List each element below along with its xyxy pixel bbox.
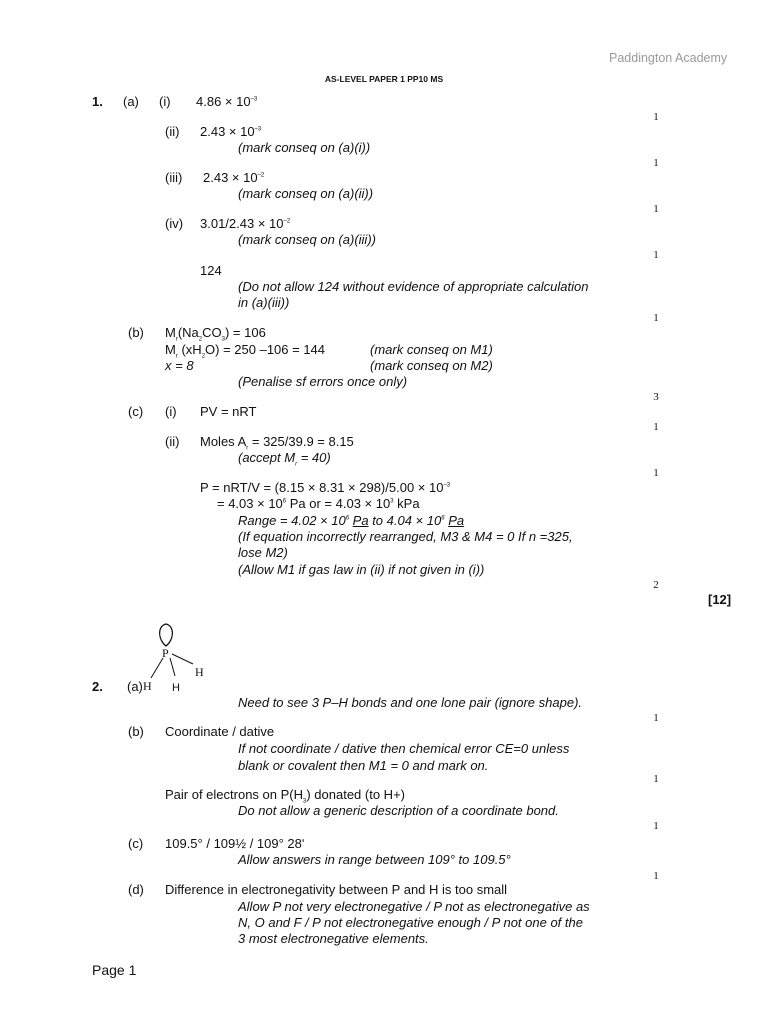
q2-c-answer: 109.5° / 109½ / 109° 28ʹ [165,836,305,851]
q1-a-iii-label: (iii) [165,170,183,185]
q1-c-ii-answer: Moles $A_r = 325/39.9 = 8.15$ [200,434,354,452]
q1-b-line-3: x = 8 [165,358,194,373]
q2-d-answer: Difference in electronegativity between P and H is too small [165,882,508,897]
bond-p-h-left [151,658,163,678]
q2-b-note-1: If not coordinate / dative then chemical error CE=0 unless [238,741,570,756]
q1-b-line-2: $M_r$ $(xH_2O) = 250$ –106 = 144 [165,342,326,360]
q2-d-note-2: N, O and F / P not electronegative enough / P not one of the [238,915,583,930]
q1-part-c: (c) [128,404,144,419]
question-1-total: [12] [708,592,732,607]
bond-p-h-right [172,654,193,664]
q2-part-a: (a) [127,679,143,694]
mark-value: 1 [653,712,659,724]
q2-part-d: (d) [128,882,144,897]
q1-c-range: Range = $4.02 \times 10^6$ Pa to $4.04 \times 10^6$ Pa [238,513,465,528]
mark-value: 1 [653,421,659,433]
lone-pair-lobe [160,624,173,646]
q1-c-note-if-2: lose M2) [238,545,288,560]
q1-a-iii-note: (mark conseq on (a)(ii)) [238,186,374,201]
question-2-number: 2. [92,679,103,694]
q1-a-i-answer: $4.86 \times 10^{-3}$ [196,94,258,109]
q1-a-ii-label: (ii) [165,124,180,139]
q2-b-answer: Coordinate / dative [165,724,275,739]
mark-value: 3 [653,391,659,403]
mark-value: 2 [653,579,659,591]
q2-b-pair-note: Do not allow a generic description of a coordinate bond. [238,803,559,818]
q2-b-note-2: blank or covalent then M1 = 0 and mark on. [238,758,489,773]
q1-a-iii-answer: $2.43 \times 10^{-2}$ [203,170,265,185]
q1-c-i-answer: PV = nRT [200,404,257,419]
q1-c-ii-label: (ii) [165,434,180,449]
q2-a-note: Need to see 3 P–H bonds and one lone pair (ignore shape). [238,695,583,710]
question-1-number: 1. [92,94,103,109]
q2-d-note-3: 3 most electronegative elements. [238,931,429,946]
hydrogen-atom-label-left: H [143,679,152,693]
q1-a-iv-note: (mark conseq on (a)(iii)) [238,232,376,247]
q1-c-i-label: (i) [165,404,177,419]
q1-a-ii-note: (mark conseq on (a)(i)) [238,140,371,155]
mark-value: 1 [653,157,659,169]
school-name: Paddington Academy [609,51,728,65]
q1-a-iv-result: 124 [200,263,222,278]
q2-d-note-1: Allow P not very electronegative / P not as electronegative as [238,899,590,914]
mark-value: 1 [653,820,659,832]
q1-a-iv-result-note: (Do not allow 124 without evidence of appropriate calculation [238,279,589,294]
q2-part-b: (b) [128,724,144,739]
q1-part-a: (a) [123,94,139,109]
hydrogen-atom-label-middle: H [172,682,180,694]
q1-b-line-2-note: (mark conseq on M1) [370,342,493,357]
phosphorus-atom-label: P [162,646,169,660]
bond-p-h-middle [170,658,175,676]
q1-b-line-3-note: (mark conseq on M2) [370,358,493,373]
q1-a-i-label: (i) [159,94,171,109]
mark-value: 1 [653,870,659,882]
mark-value: 1 [653,773,659,785]
q1-a-iv-label: (iv) [165,216,184,231]
q1-c-note-allow: (Allow M1 if gas law in (ii) if not given in (i)) [238,562,485,577]
q1-c-pressure-line-1: $P = nRT/V = (8.15 \times 8.31 \times 298)/5.00 \times 10^{-3}$ [200,480,451,495]
paper-title: AS-LEVEL PAPER 1 PP10 MS [324,74,444,84]
q1-c-pressure-line-2: = $4.03 \times 10^6$ Pa or = $4.03 \times 10^3$ kPa [217,496,420,511]
mark-value: 1 [653,249,659,261]
q1-a-ii-answer: $2.43 \times 10^{-3}$ [200,124,262,139]
mark-value: 1 [653,467,659,479]
q1-a-iv-result-note-2: in (a)(iii)) [238,295,290,310]
q1-c-ii-note: (accept $M_r = 40$) [238,450,331,468]
hydrogen-atom-label-right: H [195,665,204,679]
q1-b-line-1: $M_r(Na_2CO_3) = 106$ [165,325,266,343]
q2-b-pair: Pair of electrons on $P(H_3)$ donated (to H+) [165,787,405,805]
page-number: Page 1 [92,962,137,978]
q1-part-b: (b) [128,325,144,340]
q2-c-note: Allow answers in range between 109° to 109.5° [238,852,511,867]
mark-value: 1 [653,312,659,324]
q1-a-iv-answer: $3.01/2.43 \times 10^{-2}$ [200,216,291,231]
q2-part-c: (c) [128,836,144,851]
q1-b-line-4: (Penalise sf errors once only) [238,374,408,389]
mark-value: 1 [653,203,659,215]
mark-value: 1 [653,111,659,123]
q1-c-note-if-1: (If equation incorrectly rearranged, M3 & M4 = 0 If n =325, [238,529,573,544]
